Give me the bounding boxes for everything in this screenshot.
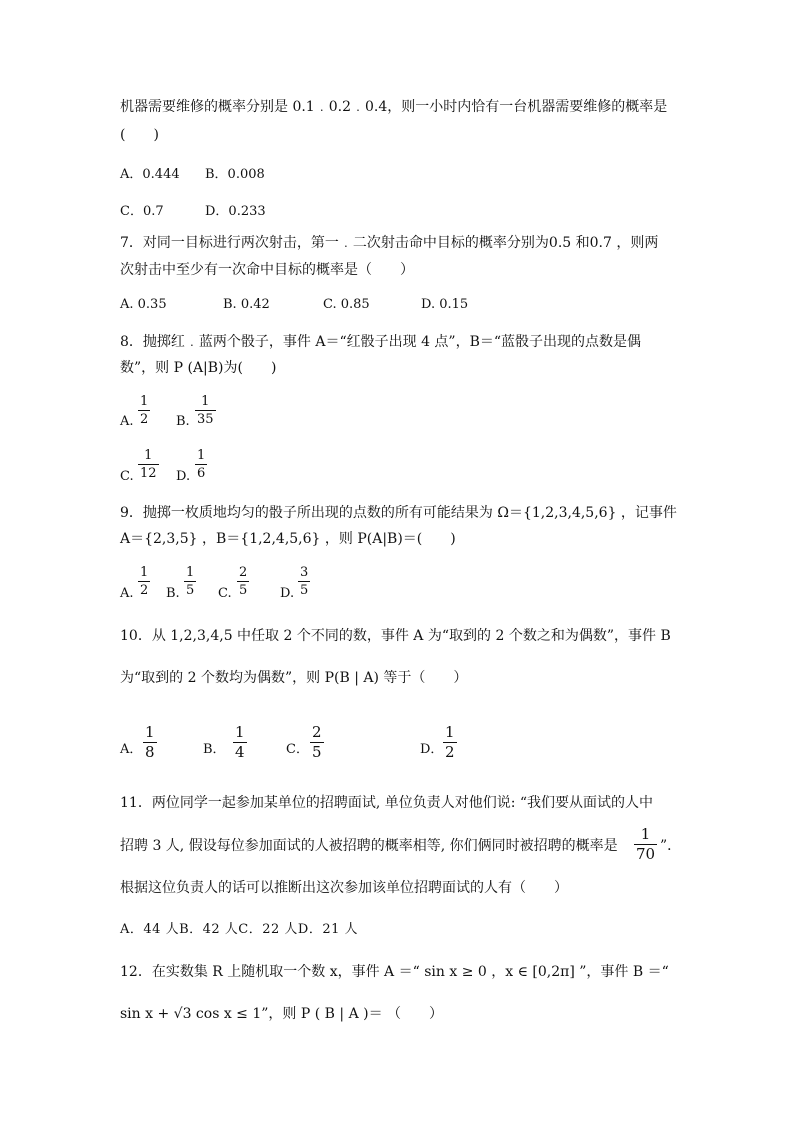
fraction-numerator: 2: [239, 565, 248, 580]
q9-stem-line1: 9．抛掷一枚质地均匀的骰子所出现的点数的所有可能结果为 Ω＝{1,2,3,4,5,6} ，记事件: [120, 505, 677, 521]
q8-option-c-fraction: [138, 448, 159, 481]
q9-option-d-fraction: [298, 565, 310, 598]
q11-stem-line2-end: ”．: [660, 838, 682, 854]
fraction-denominator: 35: [197, 412, 214, 427]
q10-option-d-fraction: [443, 724, 457, 761]
q9-option-c-fraction: [237, 565, 249, 598]
q11-stem-line3: 根据这位负责人的话可以推断出这次参加该单位招聘面试的人有（ ）: [120, 880, 568, 896]
q7-option-b: B. 0.42: [223, 297, 270, 312]
fraction-numerator: 3: [300, 565, 309, 580]
fraction-numerator: 1: [201, 394, 210, 409]
q6-stem-line1: 机器需要维修的概率分别是 0.1﹒0.2﹒0.4，则一小时内恰有一台机器需要维修的概率是: [120, 99, 668, 115]
q10-option-b-fraction: [233, 724, 247, 761]
q7-option-c: C. 0.85: [323, 297, 370, 312]
q9-option-b-letter: B.: [166, 586, 180, 601]
fraction-denominator: 5: [312, 743, 322, 761]
q8-stem-line1: 8．抛掷红﹒蓝两个骰子，事件 A＝“红骰子出现 4 点”，B＝“蓝骰子出现的点数是偶: [120, 334, 642, 350]
q8-option-d-fraction: [195, 448, 207, 481]
q8-option-a-letter: A.: [120, 414, 134, 429]
fraction-bar: [195, 464, 207, 465]
fraction-bar: [138, 464, 159, 465]
fraction-denominator: 12: [140, 466, 157, 481]
fraction-denominator: 2: [445, 743, 455, 761]
q11-options: A．44 人B．42 人C．22 人D．21 人: [120, 922, 359, 937]
q10-stem-line1: 10．从 1,2,3,4,5 中任取 2 个不同的数，事件 A 为“取到的 2 个数之和为偶数”，事件 B: [120, 628, 671, 644]
q8-option-c-letter: C.: [120, 469, 134, 484]
q9-option-a-letter: A.: [120, 586, 134, 601]
q7-option-d: D. 0.15: [421, 297, 469, 312]
q9-option-b-fraction: [184, 565, 196, 598]
q8-option-d-letter: D.: [176, 469, 191, 484]
fraction-bar: [195, 410, 216, 411]
fraction-numerator: 1: [145, 723, 155, 741]
q12-stem-line1: 12．在实数集 R 上随机取一个数 x，事件 A ＝“ sin x ≥ 0 ，x ∈ [0,2π] ”，事件 B ＝“: [120, 964, 669, 980]
fraction-bar: [298, 581, 310, 582]
q7-stem-line1: 7．对同一目标进行两次射击，第一﹒二次射击命中目标的概率分别为0.5 和0.7 ，则两: [120, 235, 659, 251]
fraction-numerator: 1: [140, 394, 149, 409]
fraction-numerator: 1: [140, 565, 149, 580]
q9-option-a-fraction: [138, 565, 150, 598]
fraction-denominator: 5: [300, 583, 309, 598]
q9-option-c-letter: C.: [218, 586, 232, 601]
fraction-numerator: 1: [197, 448, 206, 463]
q6-stem-line2: ( ): [120, 127, 159, 143]
fraction-bar: [237, 581, 249, 582]
q10-option-b-letter: B．: [203, 742, 226, 757]
q11-stem-line1: 11．两位同学一起参加某单位的招聘面试, 单位负责人对他们说: “我们要从面试的人中: [120, 795, 654, 811]
fraction-numerator: 2: [312, 723, 322, 741]
fraction-denominator: 6: [197, 466, 206, 481]
q6-option-c: C．0.7: [120, 204, 164, 219]
fraction-denominator: 5: [239, 583, 248, 598]
q8-option-a-fraction: [138, 394, 150, 427]
q11-stem-line2: 招聘 3 人, 假设每位参加面试的人被招聘的概率相等, 你们俩同时被招聘的概率是: [120, 838, 618, 854]
q6-option-b: B．0.008: [205, 167, 265, 182]
q10-option-c-letter: C．: [286, 742, 309, 757]
q9-stem-line2: A＝{2,3,5} ，B＝{1,2,4,5,6} ，则 P(A|B)＝( ): [120, 531, 456, 547]
fraction-denominator: 2: [140, 412, 149, 427]
fraction-denominator: 4: [235, 743, 245, 761]
fraction-numerator: 1: [235, 723, 245, 741]
fraction-denominator: 8: [145, 743, 155, 761]
q6-option-d: D．0.233: [205, 204, 266, 219]
fraction-denominator: 2: [140, 583, 149, 598]
q11-probability-fraction: [634, 826, 657, 863]
q7-option-a: A. 0.35: [120, 297, 167, 312]
q10-option-c-fraction: [310, 724, 324, 761]
q7-stem-line2: 次射击中至少有一次命中目标的概率是（ ）: [120, 262, 414, 278]
q8-option-b-letter: B.: [176, 414, 190, 429]
fraction-numerator: 1: [445, 723, 455, 741]
fraction-bar: [138, 410, 150, 411]
q12-stem-line2: sin x + √3 cos x ≤ 1”，则 P ( B | A )＝ （ ）: [120, 1006, 444, 1022]
fraction-denominator: 5: [186, 583, 195, 598]
q9-option-d-letter: D.: [280, 586, 295, 601]
fraction-bar: [138, 581, 150, 582]
fraction-numerator: 1: [640, 825, 651, 843]
q10-option-a-letter: A．: [120, 742, 143, 757]
fraction-numerator: 1: [186, 565, 195, 580]
fraction-denominator: 70: [636, 845, 656, 863]
q8-stem-line2: 数”，则 P (A|B)为( ): [120, 360, 277, 376]
q6-option-a: A．0.444: [120, 167, 180, 182]
q8-option-b-fraction: [195, 394, 216, 427]
q10-option-d-letter: D．: [420, 742, 444, 757]
q10-option-a-fraction: [143, 724, 157, 761]
q10-stem-line2: 为“取到的 2 个数均为偶数”，则 P(B | A) 等于（ ）: [120, 670, 468, 686]
fraction-bar: [184, 581, 196, 582]
fraction-numerator: 1: [144, 448, 153, 463]
